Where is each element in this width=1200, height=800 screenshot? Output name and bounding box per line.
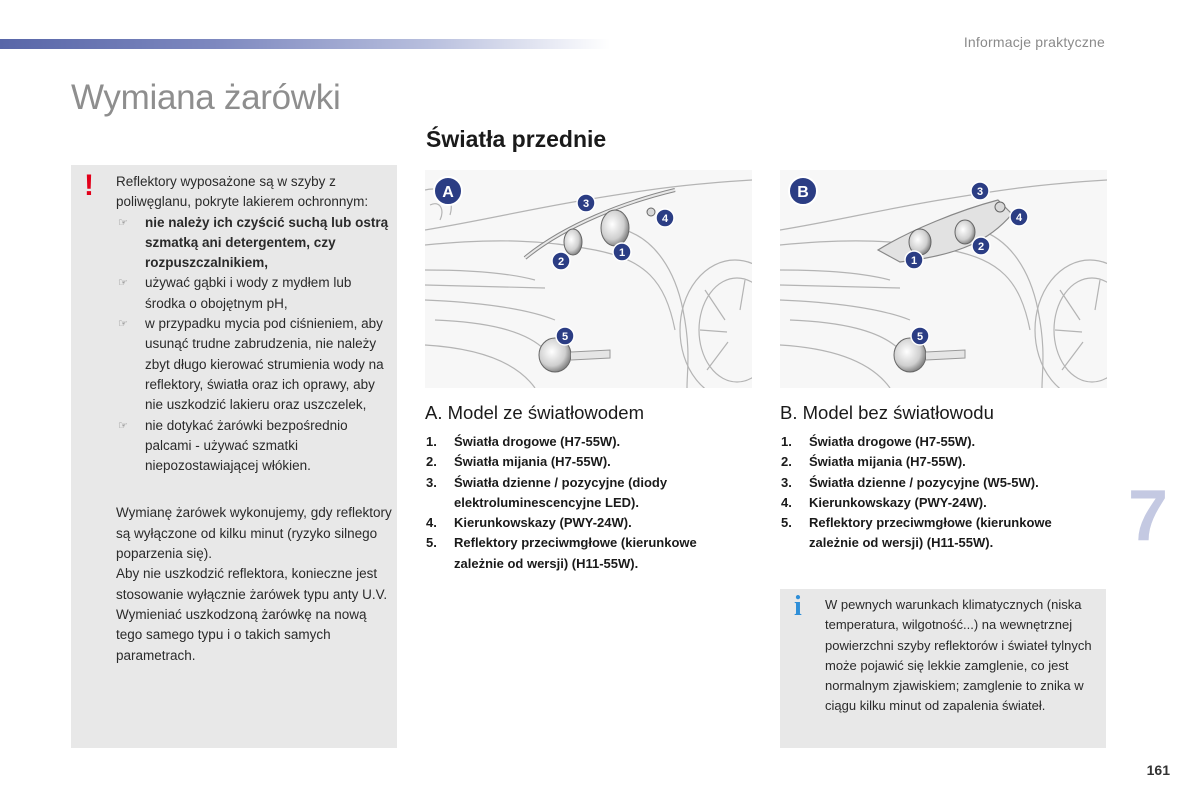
- model-b-bulb-list: [781, 432, 1101, 554]
- list-item: 2. Światła mijania (H7-55W).: [781, 454, 966, 470]
- list-item: 2. Światła mijania (H7-55W).: [426, 454, 611, 470]
- callout-4: [656, 209, 674, 227]
- warning-bullet: ☞ używać gąbki i wody z mydłem lub środka o obojętnym pH,: [118, 275, 352, 311]
- info-box: [780, 589, 1106, 748]
- list-item: 4. Kierunkowskazy (PWY-24W).: [781, 494, 987, 510]
- warning-bullet: ☞ nie należy ich czyścić suchą lub ostrą szmatką ani detergentem, czy rozpuszczalnikiem,: [118, 214, 389, 271]
- svg-text:3: 3: [976, 186, 984, 198]
- list-item: 4. Kierunkowskazy (PWY-24W).: [426, 515, 632, 531]
- list-item: 3. Światła dzienne / pozycyjne (diody elektroluminescencyjne LED).: [426, 474, 668, 510]
- headlight-diagram-model-b: [780, 170, 1107, 388]
- model-a-title: A. Model ze światłowodem: [425, 402, 645, 423]
- svg-text:A: A: [442, 184, 454, 201]
- headlight-diagram-model-a: [425, 170, 752, 388]
- model-b-badge: [789, 177, 817, 205]
- warning-paragraph: Aby nie uszkodzić reflektora, konieczne jest stosowanie wyłącznie żarówek typu anty U.V.: [116, 566, 388, 602]
- callout-4: [1010, 208, 1028, 226]
- svg-text:3: 3: [582, 198, 590, 210]
- svg-text:4: 4: [1015, 212, 1023, 224]
- section-title: Informacje praktyczne: [963, 34, 1105, 50]
- svg-text:5: 5: [561, 331, 569, 343]
- info-text: W pewnych warunkach klimatycznych (niska temperatura, wilgotność...) na wewnętrznej powierzchni szyby reflektorów i świateł tylnych może pojawić się lekkie zamglenie, co jest normalnym zjawiskiem; zamglenie to znika w ciągu kilku minut od zapalenia świateł.: [825, 597, 1092, 714]
- warning-intro: Reflektory wyposażone są w szyby z poliwęglanu, pokryte lakierem ochronnym:: [116, 174, 369, 210]
- svg-text:B: B: [797, 184, 809, 201]
- warning-box: [71, 165, 397, 748]
- callout-5: [556, 327, 574, 345]
- front-lights-heading: Światła przednie: [426, 126, 607, 152]
- callout-3: [971, 182, 989, 200]
- callout-1: [905, 251, 923, 269]
- svg-text:2: 2: [557, 256, 565, 268]
- svg-text:2: 2: [977, 241, 985, 253]
- warning-paragraph: Wymianę żarówek wykonujemy, gdy reflektory są wyłączone od kilku minut (ryzyko silnego poparzenia się).: [116, 505, 392, 562]
- page-number: 161: [1146, 762, 1170, 778]
- warning-bullet-list: [116, 213, 394, 477]
- list-item: 5. Reflektory przeciwmgłowe (kierunkowe zależnie od wersji) (H11-55W).: [426, 535, 697, 571]
- svg-text:1: 1: [618, 247, 626, 259]
- warning-paragraph: Wymieniać uszkodzoną żarówkę na nową tego samego typu i o takich samych parametrach.: [116, 606, 367, 663]
- hand-pointer-icon: ☞: [118, 318, 128, 331]
- hand-pointer-icon: ☞: [118, 277, 128, 290]
- model-a-badge: [434, 177, 462, 205]
- svg-text:4: 4: [661, 213, 669, 225]
- header-gradient-bar: [0, 39, 610, 49]
- callout-3: [577, 194, 595, 212]
- hand-pointer-icon: ☞: [118, 419, 128, 432]
- warning-icon: !: [84, 169, 94, 202]
- model-a-bulb-list: [426, 432, 726, 574]
- svg-text:1: 1: [910, 255, 918, 267]
- callout-1: [613, 243, 631, 261]
- callout-5: [911, 327, 929, 345]
- model-b-title: B. Model bez światłowodu: [780, 402, 994, 423]
- info-icon: i: [794, 591, 802, 622]
- list-item: 5. Reflektory przeciwmgłowe (kierunkowe zależnie od wersji) (H11-55W).: [781, 515, 1052, 551]
- list-item: 1. Światła drogowe (H7-55W).: [426, 434, 621, 449]
- warning-bullet: ☞ w przypadku mycia pod ciśnieniem, aby usunąć trudne zabrudzenia, nie należy zbyt długo kierować strumienia wody na reflektory, światła oraz ich oprawy, aby nie uszkodzić lakieru oraz uszczelek,: [118, 316, 384, 413]
- chapter-number: 7: [1128, 476, 1169, 556]
- warning-content: [116, 172, 394, 666]
- svg-text:5: 5: [916, 331, 924, 343]
- callout-2: [972, 237, 990, 255]
- list-item: 1. Światła drogowe (H7-55W).: [781, 434, 976, 449]
- hand-pointer-icon: ☞: [118, 216, 128, 229]
- list-item: 3. Światła dzienne / pozycyjne (W5-5W).: [781, 474, 1039, 490]
- warning-bullet: ☞ nie dotykać żarówki bezpośrednio palcami - używać szmatki niepozostawiającej włókien.: [118, 417, 348, 474]
- page-title: Wymiana żarówki: [71, 78, 341, 117]
- callout-2: [552, 252, 570, 270]
